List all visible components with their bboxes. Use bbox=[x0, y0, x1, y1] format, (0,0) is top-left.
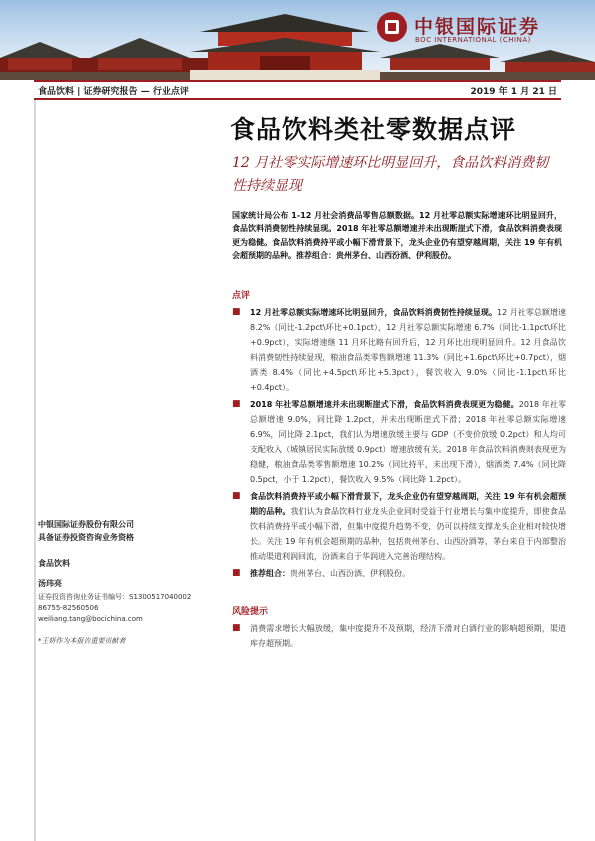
list-item bbox=[232, 621, 566, 651]
bullet-icon: ■ bbox=[232, 491, 241, 501]
sidebar-divider bbox=[34, 100, 36, 841]
analyst-phone: 86755-82560506 bbox=[38, 604, 99, 612]
bullet-lead: 2018 年社零总额增速并未出现断崖式下滑，食品饮料消费表现更为稳健。 bbox=[250, 400, 519, 409]
page-subtitle: 12 月社零实际增速环比明显回升，食品饮料消费韧性持续显现 bbox=[232, 155, 549, 194]
bullet-lead: 食品饮料消费持平或小幅下滑背景下，龙头企业仍有望穿越周期，关注 19 年有机会超预期的品种。 bbox=[250, 492, 566, 516]
bullet-text: 12 月社零总额增速 8.2%（同比-1.2pct\环比+0.1pct），12 月社零总额实际增速 6.7%（同比-1.1pct\环比+0.9pct），实际增速继 11 月环比略有回升后，12 月环比出现明显回升。12 月食品饮料消费韧性持续显现，粮油食品类零售额增速 11.3%（同比+1.6pct\环比+0.7pct），烟酒类 8.4%（同比+4.5pct\环比+5.3pct），餐饮收入 9.0%（同比-1.1pct\环比+0.4pct）。 bbox=[250, 308, 566, 392]
page-title: 食品饮料类社零数据点评 bbox=[230, 115, 517, 144]
header-rule-bottom bbox=[34, 98, 561, 100]
header-banner bbox=[0, 0, 595, 80]
palace-roof-illustration bbox=[380, 40, 595, 80]
comment-heading: 点评 bbox=[232, 291, 251, 301]
risk-heading: 风险提示 bbox=[232, 607, 269, 617]
risk-text: 消费需求增长大幅放缓，集中度提升不及预期，经济下滑对白酒行业的影响超预期，渠道库存超预期。 bbox=[250, 624, 566, 648]
bullet-lead: 12 月社零总额实际增速环比明显回升，食品饮料消费韧性持续显现。 bbox=[250, 308, 498, 317]
comment-list bbox=[232, 305, 566, 581]
analyst-name: 汤玮亮 bbox=[38, 579, 62, 588]
sidebar-company bbox=[38, 518, 134, 544]
header-rule bbox=[34, 80, 561, 82]
analyst-email[interactable]: weiliang.tang@bocichina.com bbox=[38, 615, 143, 623]
list-item bbox=[232, 566, 566, 581]
bullet-lead: 推荐组合： bbox=[250, 569, 290, 578]
boc-logo-icon bbox=[377, 12, 407, 42]
report-date: 2019 年 1 月 21 日 bbox=[470, 87, 557, 97]
list-item bbox=[232, 397, 566, 487]
bullet-text: 我们认为食品饮料行业龙头企业同时受益于行业增长与集中度提升，即使食品饮料消费持平或小幅下滑，但集中度提升趋势不变，仍可以持续支撑龙头企业相对较快增长。关注 19 年有机会超预期的品种，包括贵州茅台、山西汾酒等，茅台来自于内部整治推动渠道利润回流，汾酒来自于华润进入完善治理结构。 bbox=[250, 507, 567, 561]
bullet-icon: ■ bbox=[232, 568, 241, 578]
breadcrumb: 食品饮料 | 证券研究报告 — 行业点评 bbox=[38, 87, 189, 97]
bullet-icon: ■ bbox=[232, 307, 241, 317]
sidebar-sector: 食品饮料 bbox=[38, 559, 70, 568]
bullet-icon: ■ bbox=[232, 623, 241, 633]
company-license: 具备证券投资咨询业务资格 bbox=[38, 533, 134, 542]
analyst-cert: 证券投资咨询业务证书编号：S1300517040002 bbox=[38, 593, 192, 601]
company-name: 中银国际证券股份有限公司 bbox=[38, 520, 134, 529]
bullet-icon: ■ bbox=[232, 399, 241, 409]
contributor-note: *王妍作为本报告重要贡献者 bbox=[38, 637, 126, 645]
company-logo-text: 中银国际证券 bbox=[414, 16, 541, 38]
bullet-text: 贵州茅台、山西汾酒、伊利股份。 bbox=[290, 569, 410, 578]
report-summary: 国家统计局公布 1-12 月社会消费品零售总额数据。12 月社零总额实际增速环比明显回升，食品饮料消费韧性持续显现。2018 年社零总额增速并未出现断崖式下滑，食品饮料消费表现更为稳健。食品饮料消费持平或小幅下滑背景下，龙头企业仍有望穿越周期，关注 19 年有机会超预期的品种。推荐组合：贵州茅台、山西汾酒、伊利股份。 bbox=[232, 211, 562, 261]
gate-tower-illustration bbox=[190, 8, 380, 80]
bullet-text: 2018 年社零总额增速 9.0%，同比降 1.2pct，并未出现断崖式下滑；2018 年社零总额实际增速 6.9%，同比降 2.1pct，我们认为增速放缓主要与 GDP（不变价放缓 0.2pct）和人均可支配收入（城镇居民实际放缓 0.9pct）增速放缓有关。2018 年食品饮料消费则表现更为稳健，粮油食品类零售额增速 10.2%（同比持平，未出现下滑），烟酒类 7.4%（同比降 0.5pct，小于 1.2pct），餐饮收入 9.5%（同比降 1.2pct）。 bbox=[250, 400, 566, 484]
company-logo-en: BOC INTERNATIONAL (CHINA) bbox=[415, 36, 531, 44]
list-item bbox=[232, 489, 566, 564]
list-item bbox=[232, 305, 566, 395]
analyst-contact bbox=[38, 592, 191, 625]
risk-list bbox=[232, 621, 566, 651]
